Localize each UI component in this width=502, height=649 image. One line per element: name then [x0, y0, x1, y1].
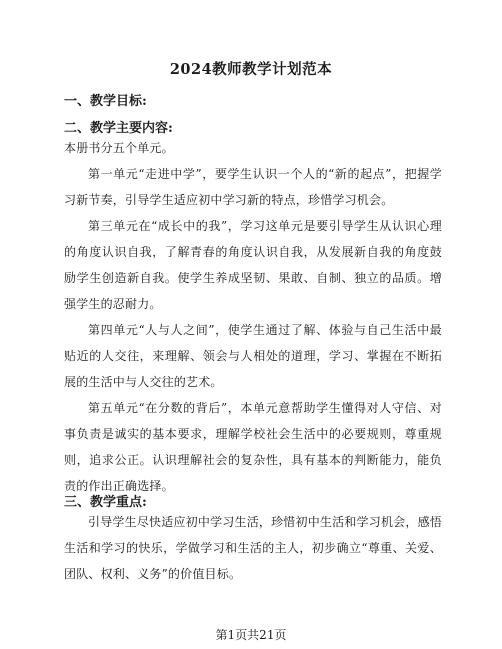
paragraph-unit-1: 第一单元“走进中学”，要学生认识一个人的“新的起点”，把握学习新节奏，引导学生适应初中学习新的特点，珍惜学习机会。: [64, 167, 442, 207]
paragraph-unit-5: 第五单元“在分数的背后”，本单元意帮助学生懂得对人守信、对事负责是诚实的基本要求，理解学校社会生活中的必要规则，尊重规则，追求公正。认识理解社会的复杂性，具有基本的判断能力，能负责的作出正确选择。: [64, 401, 442, 493]
section-heading-content: 二、教学主要内容:: [64, 121, 173, 136]
paragraph-focus: 引导学生尽快适应初中学习生活，珍惜初中生活和学习机会，感悟生活和学习的快乐，学做学习和生活的主人，初步确立“尊重、关爱、团队、权利、义务”的价值目标。: [64, 515, 442, 581]
document-title: 2024教师教学计划范本: [169, 61, 333, 78]
section-heading-goals: 一、教学目标:: [64, 94, 147, 109]
paragraph-unit-4: 第四单元“人与人之间”，使学生通过了解、体验与自己生活中最贴近的人交往，来理解、领会与人相处的道理，学习、掌握在不断拓展的生活中与人交往的艺术。: [64, 323, 442, 389]
paragraph-intro: 本册书分五个单元。: [64, 141, 174, 155]
paragraph-unit-3: 第三单元在“成长中的我”，学习这单元是要引导学生从认识心理的角度认识自我，了解青春的角度认识自我，从发展新自我的角度鼓励学生创造新自我。使学生养成坚韧、果敢、自制、独立的品质。增强学生的忍耐力。: [64, 219, 442, 311]
section-heading-focus: 三、教学重点:: [64, 495, 147, 510]
page-footer: 第1页共21页: [215, 628, 287, 642]
